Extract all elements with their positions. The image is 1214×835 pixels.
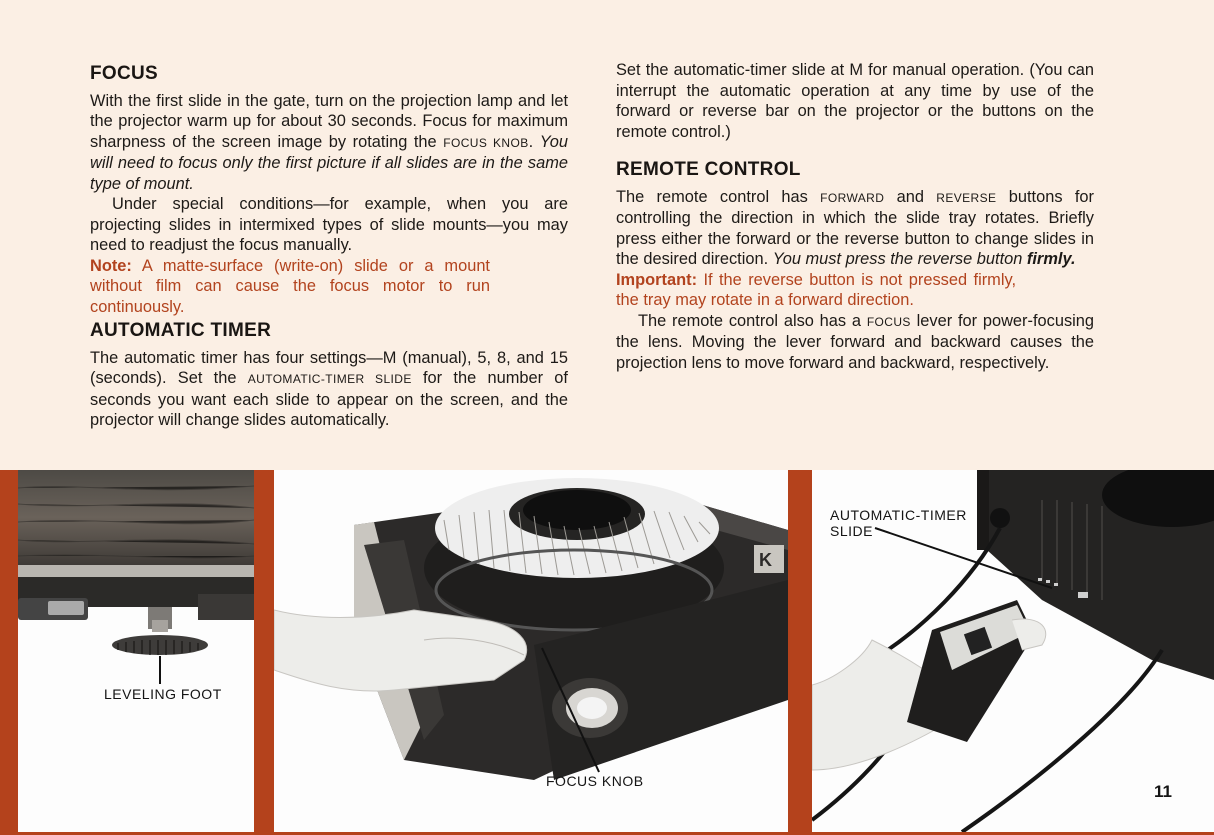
focus-knob-photo xyxy=(274,470,788,832)
timer-slide-caption-line-1: AUTOMATIC-TIMER xyxy=(830,507,967,523)
remote-text-2: buttons for controlling the direction in which the slide tray rotates. Briefly press either the forward or the reverse button to change slides in the desired direction. xyxy=(616,187,1094,268)
focus-paragraph-1 xyxy=(90,91,568,195)
remote-p2-text: The remote control also has a xyxy=(638,311,867,330)
focus-heading: FOCUS xyxy=(90,63,158,84)
remote-paragraph-2 xyxy=(616,311,1094,374)
reverse-term: REVERSE xyxy=(936,190,997,205)
important-label: Important: xyxy=(616,270,698,289)
leveling-foot-photo xyxy=(18,470,254,832)
remote-text-and: and xyxy=(884,187,937,206)
firmly-emphasis: firmly. xyxy=(1026,250,1076,268)
svg-text:K: K xyxy=(759,550,772,570)
page-number: 11 xyxy=(1154,782,1172,801)
leveling-foot-illustration xyxy=(18,470,254,832)
important-text: If the reverse button is not pressed firmly, the tray may rotate in a forward direction. xyxy=(616,270,1016,309)
focus-note xyxy=(90,256,490,318)
note-text: A matte-surface (write-on) slide or a mount without film can cause the focus motor to run continuously. xyxy=(90,256,490,316)
important-note xyxy=(616,270,1016,311)
remote-control-photo xyxy=(812,470,1214,832)
remote-p2-text-end: lever for power-focusing the lens. Moving the lever forward and backward causes the projection lens to move forward and backward, respectively. xyxy=(616,311,1095,372)
remote-italic: You must press the reverse button xyxy=(772,250,1027,268)
remote-paragraph-1 xyxy=(616,187,1094,270)
remote-text: The remote control has xyxy=(616,187,821,206)
timer-slide-term: AUTOMATIC-TIMER SLIDE xyxy=(247,372,412,386)
timer-slide-caption-line-2: SLIDE xyxy=(830,523,873,539)
remote-heading: REMOTE CONTROL xyxy=(616,159,801,180)
focus-paragraph-2: Under special conditions—for example, when you are projecting slides in intermixed types of slide mounts—you may need to readjust the focus manually. xyxy=(90,195,568,254)
focus-knob-term: FOCUS KNOB xyxy=(443,135,529,150)
timer-paragraph xyxy=(90,348,568,431)
left-column xyxy=(90,60,568,431)
photo-strip xyxy=(0,470,1214,835)
focus-knob-caption: FOCUS KNOB xyxy=(546,773,644,789)
focus-lever-term: FOCUS xyxy=(866,314,911,329)
focus-text-sep: . xyxy=(528,132,540,151)
timer-slide-caption xyxy=(830,507,967,539)
timer-heading: AUTOMATIC TIMER xyxy=(90,320,272,341)
timer-text-end: for the number of seconds you want each slide to appear on the screen, and the projector will change slides automatically. xyxy=(90,369,568,429)
leveling-foot-caption: LEVELING FOOT xyxy=(104,686,222,702)
timer-text: The automatic timer has four settings—M (manual), 5, 8, and 15 (seconds). Set the xyxy=(90,348,568,387)
forward-term: FORWARD xyxy=(820,190,885,205)
focus-italic-note: You will need to focus only the first picture if all slides are in the same type of mount. xyxy=(90,132,568,193)
projector-illustration xyxy=(274,470,788,832)
focus-text: With the first slide in the gate, turn on the projection lamp and let the projector warm up for about 30 seconds. Focus for maximum sharpness of the screen image by rotating the xyxy=(90,91,568,151)
note-label: Note: xyxy=(90,256,132,275)
manual-paragraph: Set the automatic-timer slide at M for manual operation. (You can interrupt the automatic operation at any time by use of the forward or reverse bar on the projector or the buttons on the remote control.) xyxy=(616,61,1094,141)
right-column xyxy=(616,60,1094,373)
